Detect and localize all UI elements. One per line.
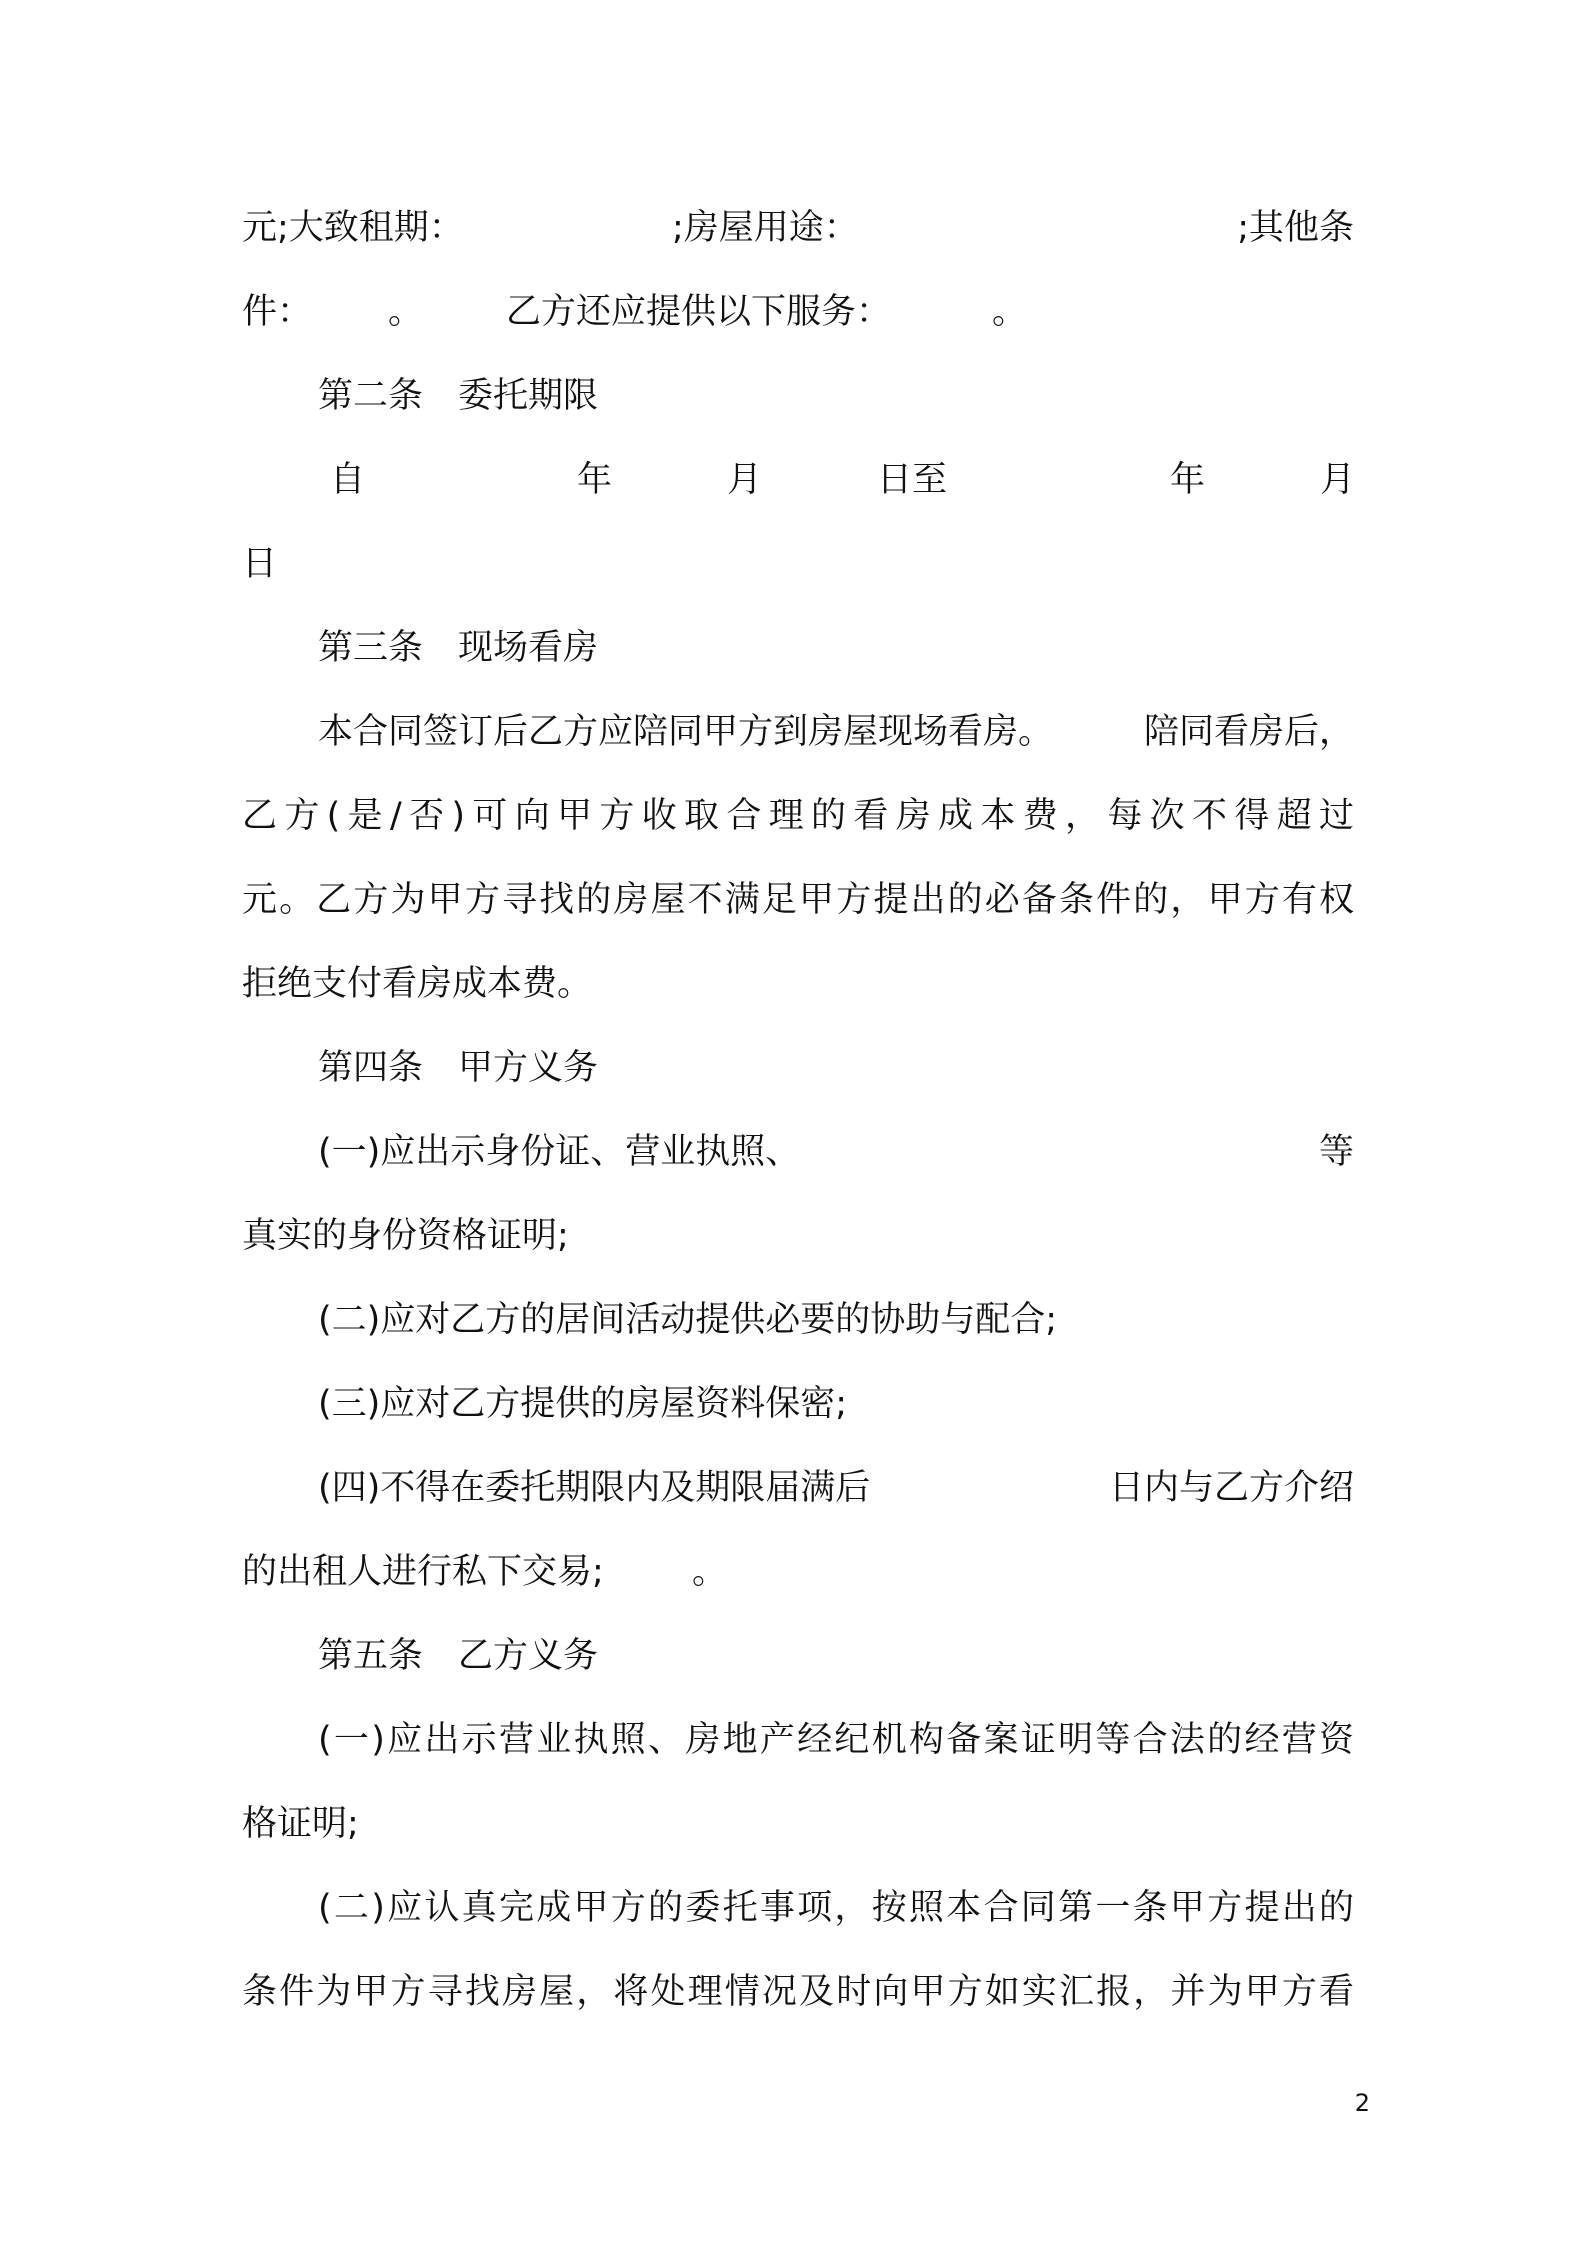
text-fragment: 日至 [877, 460, 948, 500]
text-fragment: ;其他条 [1237, 208, 1354, 248]
text-fragment: 。 [692, 1552, 728, 1592]
date-line [242, 450, 1354, 510]
text-line: 元。乙方为甲方寻找的房屋不满足甲方提出的必备条件的，甲方有权 [242, 880, 1354, 920]
text-fragment: 月 [1320, 460, 1356, 500]
text-fragment: (一)应出示身份证、营业执照、 [318, 1132, 801, 1172]
text-line: 条件为甲方寻找房屋，将处理情况及时向甲方如实汇报，并为甲方看 [242, 1972, 1354, 2012]
page-number: 2 [1354, 2089, 1370, 2117]
text-line [242, 702, 1354, 762]
text-line [242, 1122, 1354, 1182]
text-fragment: 。 [388, 292, 424, 332]
text-fragment: 月 [727, 460, 763, 500]
text-fragment: 自 [330, 460, 366, 500]
text-line [242, 1458, 1354, 1518]
text-line: 真实的身份资格证明; [242, 1216, 569, 1256]
article-5-title: 第五条 乙方义务 [318, 1636, 599, 1676]
article-2-title: 第二条 委托期限 [318, 376, 599, 416]
article-3-title: 第三条 现场看房 [318, 628, 599, 668]
text-line: (二)应认真完成甲方的委托事项，按照本合同第一条甲方提出的 [318, 1888, 1354, 1928]
text-line: 拒绝支付看房成本费。 [242, 964, 593, 1004]
text-line [242, 198, 1354, 258]
text-fragment: 乙方还应提供以下服务： [506, 292, 892, 332]
text-fragment: ;房屋用途： [672, 208, 859, 248]
text-line: (一)应出示营业执照、房地产经纪机构备案证明等合法的经营资 [318, 1720, 1354, 1760]
text-fragment: 。 [992, 292, 1028, 332]
text-fragment: 日内与乙方介绍 [1108, 1468, 1354, 1508]
date-end: 日 [242, 544, 278, 584]
text-fragment: 陪同看房后， [1143, 712, 1354, 752]
text-fragment: 件： [242, 292, 313, 332]
text-fragment: 本合同签订后乙方应陪同甲方到房屋现场看房。 [318, 712, 1054, 752]
text-line: (三)应对乙方提供的房屋资料保密; [318, 1384, 848, 1424]
text-fragment: 等 [1318, 1132, 1354, 1172]
text-line: (二)应对乙方的居间活动提供必要的协助与配合; [318, 1300, 1058, 1340]
text-fragment: 的出租人进行私下交易; [242, 1552, 604, 1592]
text-line [242, 1542, 1354, 1602]
text-fragment: (四)不得在委托期限内及期限届满后 [318, 1468, 871, 1508]
article-4-title: 第四条 甲方义务 [318, 1048, 599, 1088]
text-line: 格证明; [242, 1804, 359, 1844]
text-fragment: 年 [1170, 460, 1206, 500]
text-fragment: 年 [577, 460, 613, 500]
text-line [242, 282, 1354, 342]
text-line: 乙方(是/否)可向甲方收取合理的看房成本费，每次不得超过 [242, 796, 1354, 836]
text-fragment: 元;大致租期： [242, 208, 464, 248]
